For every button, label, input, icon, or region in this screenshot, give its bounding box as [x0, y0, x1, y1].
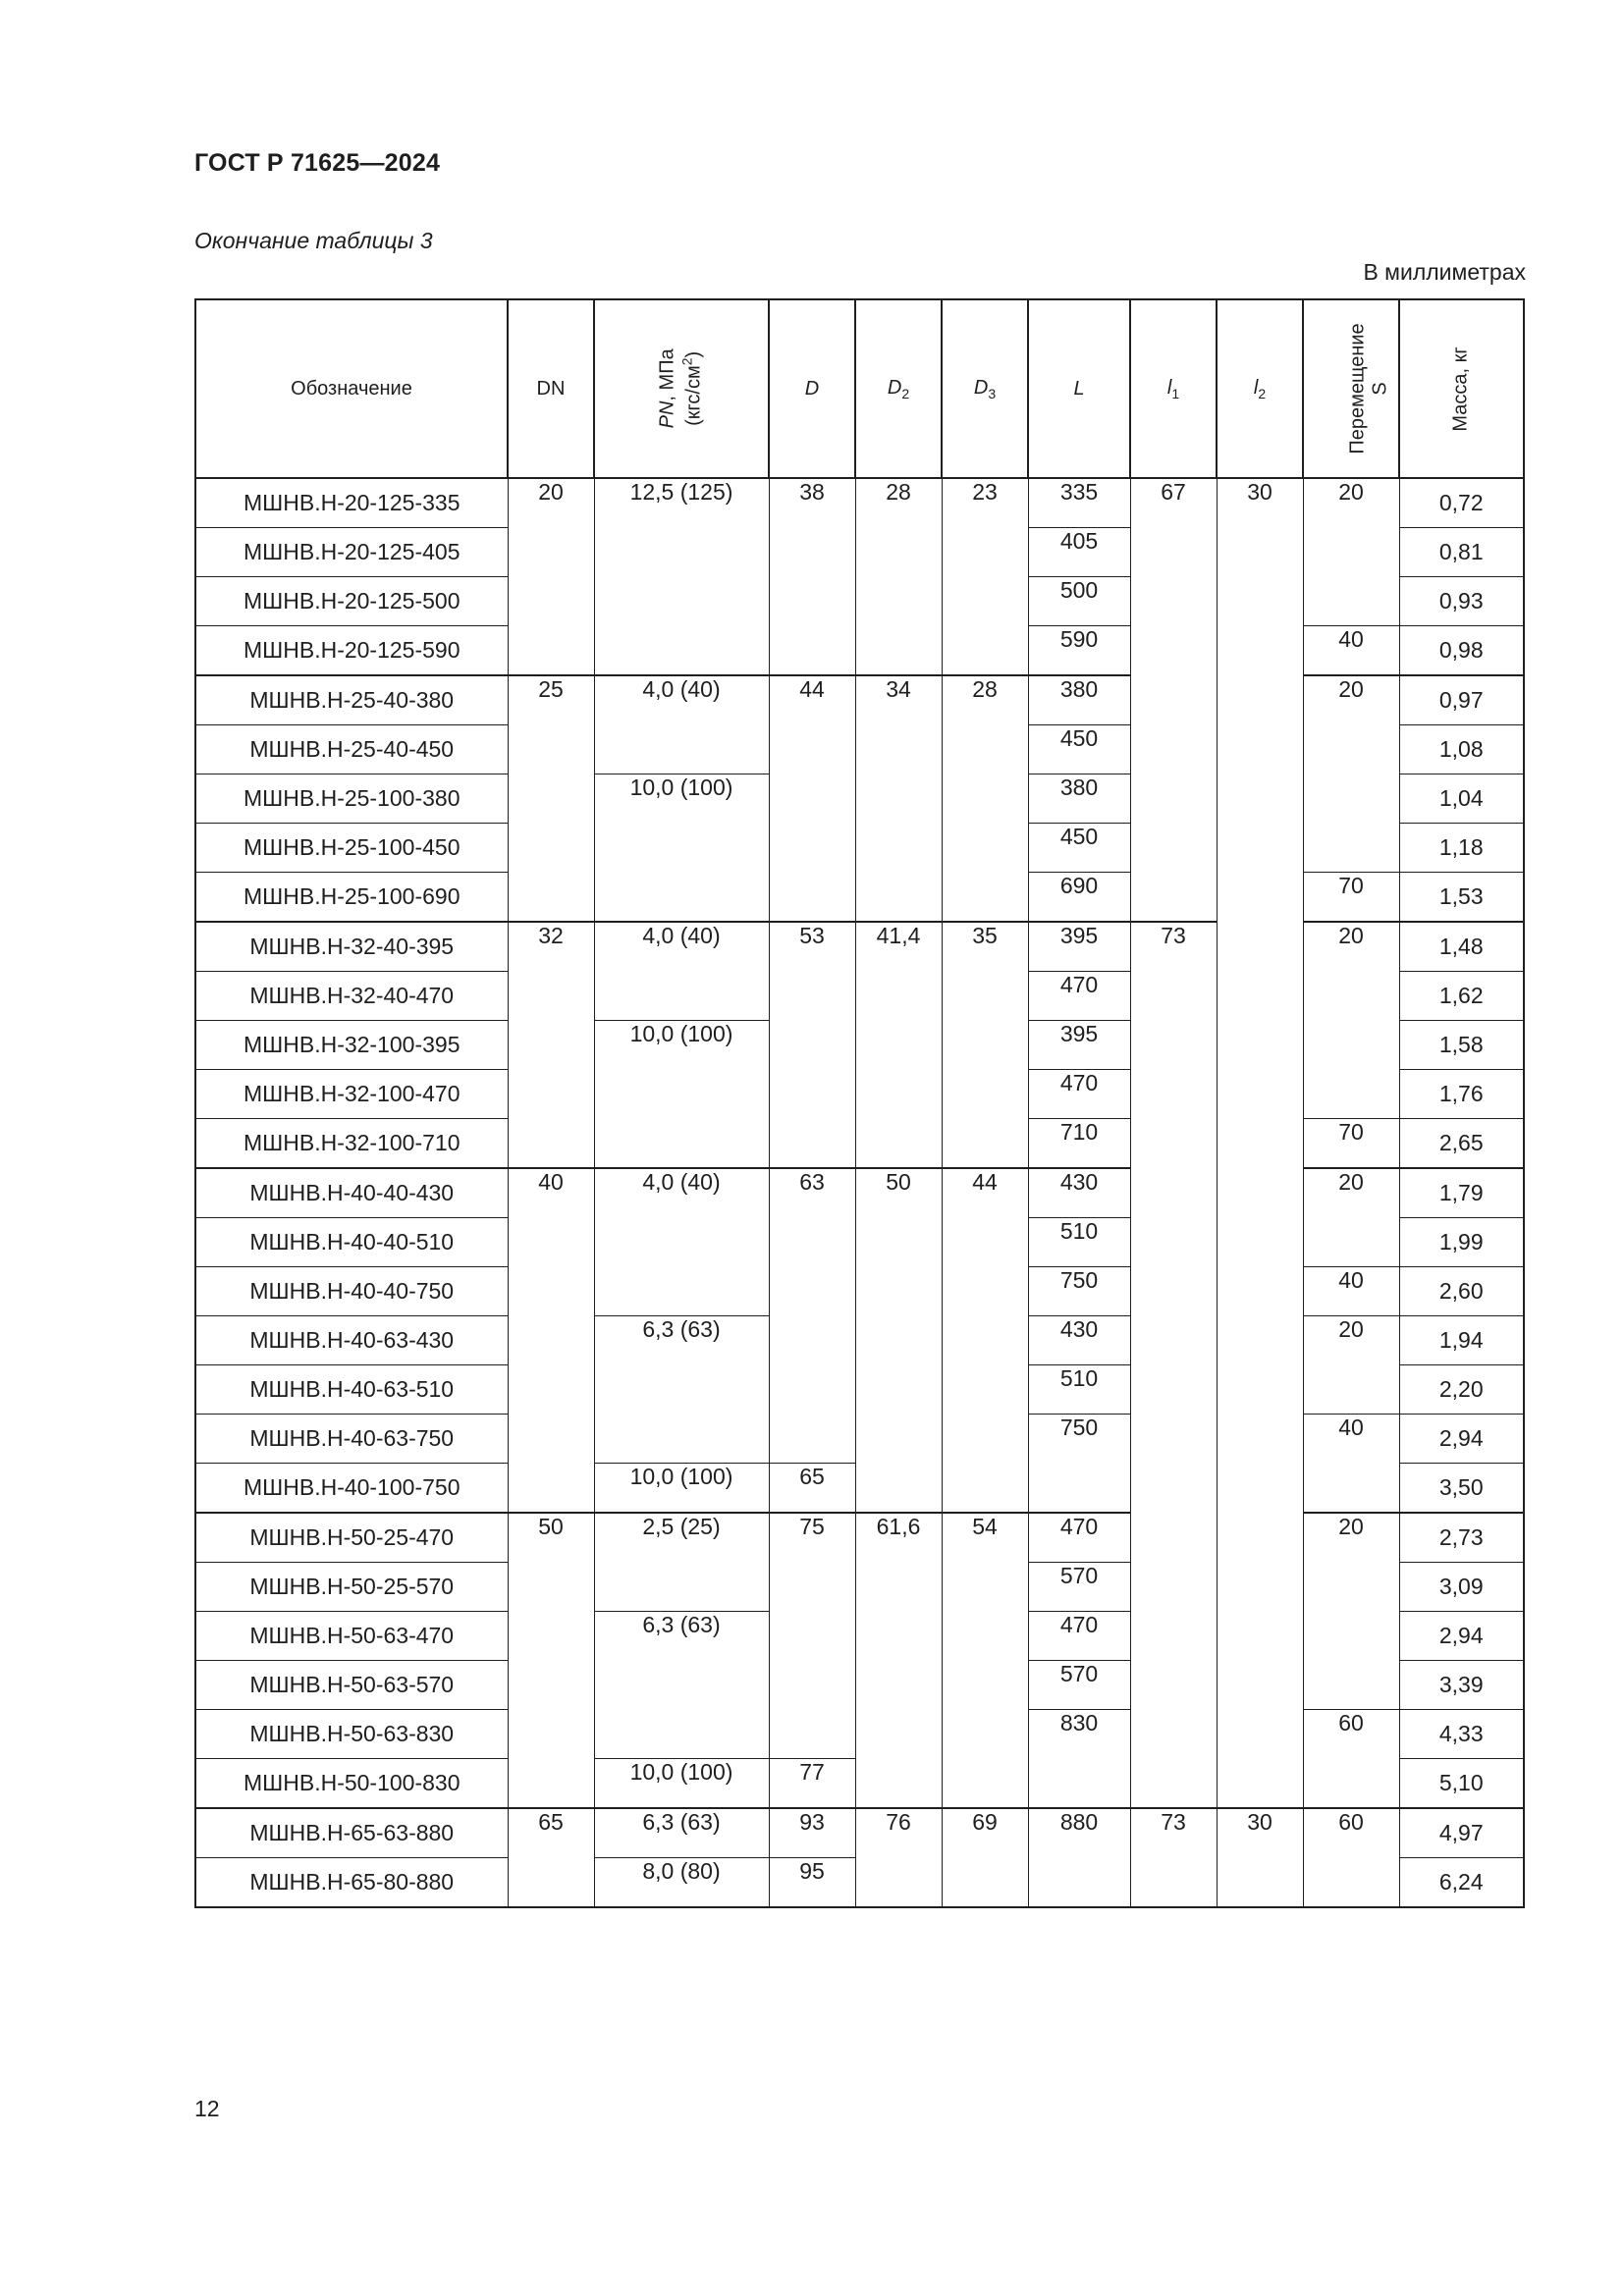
cell-l: 510	[1028, 1365, 1130, 1415]
cell-s: 70	[1303, 873, 1399, 923]
cell-name: МШНВ.Н-50-63-570	[195, 1661, 508, 1710]
cell-name: МШНВ.Н-50-25-470	[195, 1513, 508, 1563]
cell-l: 570	[1028, 1563, 1130, 1612]
cell-mass: 3,39	[1399, 1661, 1524, 1710]
cell-l: 510	[1028, 1218, 1130, 1267]
cell-pn: 10,0 (100)	[594, 1759, 769, 1809]
cell-d3: 54	[942, 1513, 1028, 1808]
cell-name: МШНВ.Н-32-40-395	[195, 922, 508, 972]
cell-pn: 12,5 (125)	[594, 478, 769, 675]
cell-mass: 6,24	[1399, 1858, 1524, 1908]
cell-name: МШНВ.Н-25-40-450	[195, 725, 508, 774]
cell-dn: 20	[508, 478, 594, 675]
cell-l: 710	[1028, 1119, 1130, 1169]
cell-name: МШНВ.Н-20-125-405	[195, 528, 508, 577]
cell-mass: 0,72	[1399, 478, 1524, 528]
cell-d2: 76	[855, 1808, 942, 1907]
cell-l: 430	[1028, 1168, 1130, 1218]
cell-s: 60	[1303, 1808, 1399, 1907]
cell-s: 20	[1303, 1316, 1399, 1415]
cell-d: 53	[769, 922, 855, 1168]
cell-d: 38	[769, 478, 855, 675]
cell-mass: 1,79	[1399, 1168, 1524, 1218]
cell-mass: 2,20	[1399, 1365, 1524, 1415]
cell-dn: 65	[508, 1808, 594, 1907]
cell-name: МШНВ.Н-25-100-380	[195, 774, 508, 824]
cell-name: МШНВ.Н-50-63-830	[195, 1710, 508, 1759]
cell-mass: 1,04	[1399, 774, 1524, 824]
cell-mass: 1,99	[1399, 1218, 1524, 1267]
cell-dn: 50	[508, 1513, 594, 1808]
cell-l: 335	[1028, 478, 1130, 528]
cell-s: 20	[1303, 1168, 1399, 1267]
header-l2: $l_2$	[1217, 299, 1303, 478]
header-movement: Перемещение S	[1303, 299, 1399, 478]
cell-s: 20	[1303, 922, 1399, 1119]
cell-mass: 1,08	[1399, 725, 1524, 774]
cell-d: 44	[769, 675, 855, 922]
cell-mass: 2,73	[1399, 1513, 1524, 1563]
cell-name: МШНВ.Н-20-125-335	[195, 478, 508, 528]
cell-pn: 8,0 (80)	[594, 1858, 769, 1908]
cell-d: 63	[769, 1168, 855, 1464]
cell-l: 395	[1028, 1021, 1130, 1070]
cell-d: 77	[769, 1759, 855, 1809]
cell-mass: 1,62	[1399, 972, 1524, 1021]
page-number: 12	[194, 2096, 220, 2121]
cell-mass: 2,65	[1399, 1119, 1524, 1169]
cell-name: МШНВ.Н-50-100-830	[195, 1759, 508, 1809]
cell-mass: 1,18	[1399, 824, 1524, 873]
header-mass: Масса, кг	[1399, 299, 1524, 478]
cell-mass: 1,58	[1399, 1021, 1524, 1070]
cell-d3: 23	[942, 478, 1028, 675]
cell-mass: 2,94	[1399, 1415, 1524, 1464]
header-d2: $D_2$	[855, 299, 942, 478]
cell-name: МШНВ.Н-40-40-430	[195, 1168, 508, 1218]
cell-l: 470	[1028, 972, 1130, 1021]
cell-l: 750	[1028, 1415, 1130, 1514]
cell-d3: 35	[942, 922, 1028, 1168]
header-d: D	[769, 299, 855, 478]
cell-l: 380	[1028, 675, 1130, 725]
cell-d: 95	[769, 1858, 855, 1908]
cell-d2: 61,6	[855, 1513, 942, 1808]
cell-pn: 4,0 (40)	[594, 1168, 769, 1316]
cell-name: МШНВ.Н-32-100-470	[195, 1070, 508, 1119]
cell-l: 450	[1028, 725, 1130, 774]
cell-mass: 1,48	[1399, 922, 1524, 972]
cell-mass: 1,76	[1399, 1070, 1524, 1119]
cell-pn: 6,3 (63)	[594, 1316, 769, 1464]
header-pn: PN, МПа $(кгс/см^2)$	[594, 299, 769, 478]
units-note: В миллиметрах	[1363, 259, 1526, 285]
header-d3: $D_3$	[942, 299, 1028, 478]
cell-name: МШНВ.Н-40-40-750	[195, 1267, 508, 1316]
cell-pn: 4,0 (40)	[594, 922, 769, 1021]
cell-name: МШНВ.Н-50-25-570	[195, 1563, 508, 1612]
cell-l: 470	[1028, 1513, 1130, 1563]
cell-s: 40	[1303, 626, 1399, 676]
table-row	[195, 1808, 1524, 1858]
cell-d2: 34	[855, 675, 942, 922]
cell-l2: 30	[1217, 478, 1303, 1808]
header-l: L	[1028, 299, 1130, 478]
cell-mass: 1,94	[1399, 1316, 1524, 1365]
specification-table	[194, 298, 1525, 1908]
table-row	[195, 1513, 1524, 1563]
cell-name: МШНВ.Н-25-40-380	[195, 675, 508, 725]
cell-l: 750	[1028, 1267, 1130, 1316]
cell-l1: 73	[1130, 922, 1217, 1808]
cell-l: 470	[1028, 1612, 1130, 1661]
cell-mass: 0,93	[1399, 577, 1524, 626]
cell-mass: 1,53	[1399, 873, 1524, 923]
cell-mass: 2,94	[1399, 1612, 1524, 1661]
cell-d: 65	[769, 1464, 855, 1514]
table-row	[195, 478, 1524, 528]
table-caption: Окончание таблицы 3	[194, 228, 433, 253]
cell-mass: 3,09	[1399, 1563, 1524, 1612]
cell-s: 70	[1303, 1119, 1399, 1169]
cell-name: МШНВ.Н-40-63-430	[195, 1316, 508, 1365]
cell-name: МШНВ.Н-20-125-590	[195, 626, 508, 676]
table-row	[195, 922, 1524, 972]
cell-name: МШНВ.Н-32-100-395	[195, 1021, 508, 1070]
cell-mass: 0,98	[1399, 626, 1524, 676]
cell-mass: 3,50	[1399, 1464, 1524, 1514]
table-header-row	[195, 299, 1524, 478]
cell-pn: 10,0 (100)	[594, 774, 769, 923]
cell-pn: 4,0 (40)	[594, 675, 769, 774]
cell-l: 570	[1028, 1661, 1130, 1710]
header-dn: DN	[508, 299, 594, 478]
cell-d2: 50	[855, 1168, 942, 1513]
cell-name: МШНВ.Н-50-63-470	[195, 1612, 508, 1661]
cell-d: 75	[769, 1513, 855, 1759]
cell-s: 40	[1303, 1267, 1399, 1316]
cell-mass: 0,97	[1399, 675, 1524, 725]
cell-pn: 2,5 (25)	[594, 1513, 769, 1612]
cell-d: 93	[769, 1808, 855, 1858]
cell-name: МШНВ.Н-32-40-470	[195, 972, 508, 1021]
cell-l1: 73	[1130, 1808, 1217, 1907]
cell-l: 880	[1028, 1808, 1130, 1907]
cell-mass: 5,10	[1399, 1759, 1524, 1809]
document-id: ГОСТ Р 71625—2024	[194, 149, 441, 177]
cell-name: МШНВ.Н-40-63-510	[195, 1365, 508, 1415]
cell-l: 405	[1028, 528, 1130, 577]
cell-pn: 6,3 (63)	[594, 1808, 769, 1858]
cell-mass: 4,33	[1399, 1710, 1524, 1759]
cell-d3: 69	[942, 1808, 1028, 1907]
cell-s: 20	[1303, 1513, 1399, 1710]
cell-l: 500	[1028, 577, 1130, 626]
cell-l: 395	[1028, 922, 1130, 972]
cell-l: 590	[1028, 626, 1130, 676]
cell-l: 830	[1028, 1710, 1130, 1809]
cell-s: 20	[1303, 675, 1399, 873]
cell-pn: 6,3 (63)	[594, 1612, 769, 1759]
cell-name: МШНВ.Н-40-40-510	[195, 1218, 508, 1267]
cell-l: 450	[1028, 824, 1130, 873]
cell-l: 430	[1028, 1316, 1130, 1365]
table-row	[195, 675, 1524, 725]
cell-name: МШНВ.Н-20-125-500	[195, 577, 508, 626]
cell-name: МШНВ.Н-32-100-710	[195, 1119, 508, 1169]
cell-s: 20	[1303, 478, 1399, 626]
cell-mass: 0,81	[1399, 528, 1524, 577]
cell-d2: 41,4	[855, 922, 942, 1168]
cell-l: 380	[1028, 774, 1130, 824]
cell-mass: 4,97	[1399, 1808, 1524, 1858]
cell-name: МШНВ.Н-65-63-880	[195, 1808, 508, 1858]
cell-pn: 10,0 (100)	[594, 1464, 769, 1514]
cell-d3: 44	[942, 1168, 1028, 1513]
cell-mass: 2,60	[1399, 1267, 1524, 1316]
cell-s: 60	[1303, 1710, 1399, 1809]
table-row	[195, 1168, 1524, 1218]
cell-dn: 32	[508, 922, 594, 1168]
header-name: Обозначение	[195, 299, 508, 478]
cell-l2: 30	[1217, 1808, 1303, 1907]
cell-d2: 28	[855, 478, 942, 675]
cell-l1: 67	[1130, 478, 1217, 922]
cell-name: МШНВ.Н-25-100-450	[195, 824, 508, 873]
cell-name: МШНВ.Н-40-63-750	[195, 1415, 508, 1464]
cell-s: 40	[1303, 1415, 1399, 1514]
cell-name: МШНВ.Н-40-100-750	[195, 1464, 508, 1514]
cell-pn: 10,0 (100)	[594, 1021, 769, 1169]
cell-name: МШНВ.Н-25-100-690	[195, 873, 508, 923]
cell-name: МШНВ.Н-65-80-880	[195, 1858, 508, 1908]
cell-l: 690	[1028, 873, 1130, 923]
header-l1: $l_1$	[1130, 299, 1217, 478]
cell-dn: 40	[508, 1168, 594, 1513]
cell-d3: 28	[942, 675, 1028, 922]
cell-l: 470	[1028, 1070, 1130, 1119]
cell-dn: 25	[508, 675, 594, 922]
